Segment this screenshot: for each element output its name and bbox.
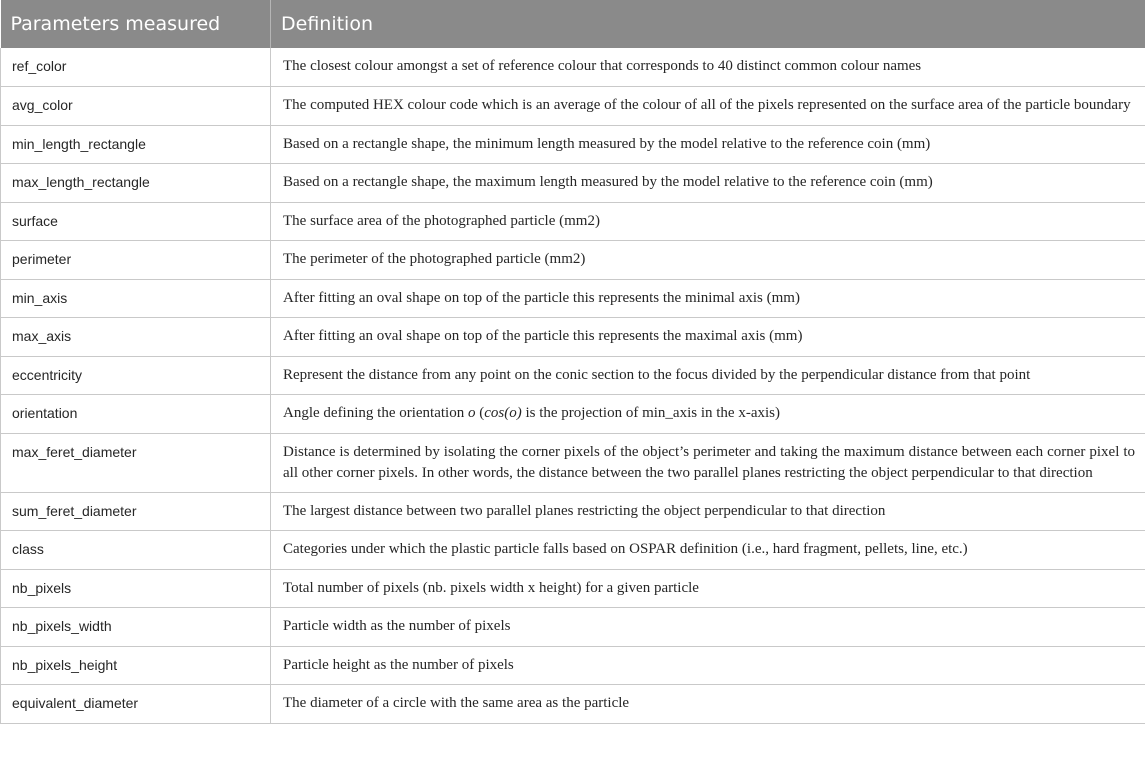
parameter-cell: max_length_rectangle [1,164,271,203]
definition-text: ( [475,405,485,421]
parameter-cell: nb_pixels_height [1,646,271,685]
header-row [1,0,1145,48]
definition-cell: Particle height as the number of pixels [271,646,1145,685]
parameter-cell: surface [1,202,271,241]
definition-cell: The perimeter of the photographed particle (mm2) [271,241,1145,280]
definition-cell: Based on a rectangle shape, the maximum length measured by the model relative to the reference coin (mm) [271,164,1145,203]
table-body [1,48,1145,723]
table-row [1,395,1145,434]
definition-cell: Particle width as the number of pixels [271,608,1145,647]
definition-cell: Distance is determined by isolating the corner pixels of the object’s perimeter and taking the maximum distance between each corner pixel to all other corner pixels. In other words, the distance between the two parallel planes restricting the object perpendicular to that direction [271,433,1145,492]
parameter-cell: nb_pixels_width [1,608,271,647]
definition-text: is the projection of min_axis in the x-axis) [521,405,780,421]
definition-cell [271,395,1145,434]
definition-cell: The closest colour amongst a set of reference colour that corresponds to 40 distinct common colour names [271,48,1145,87]
definition-cell: The largest distance between two parallel planes restricting the object perpendicular to that direction [271,492,1145,531]
table-row [1,125,1145,164]
definition-cell: Total number of pixels (nb. pixels width x height) for a given particle [271,569,1145,608]
parameter-cell: ref_color [1,48,271,87]
definition-cell: The surface area of the photographed particle (mm2) [271,202,1145,241]
definition-cell: After fitting an oval shape on top of the particle this represents the maximal axis (mm) [271,318,1145,357]
parameter-cell: avg_color [1,87,271,126]
table-row [1,685,1145,724]
parameter-cell: max_feret_diameter [1,433,271,492]
definition-cell: Represent the distance from any point on the conic section to the focus divided by the perpendicular distance from that point [271,356,1145,395]
parameter-cell: nb_pixels [1,569,271,608]
definition-text: Angle defining the orientation [283,405,468,421]
table-row [1,48,1145,87]
table-row [1,433,1145,492]
definition-italic-cos: cos(o) [484,405,522,421]
parameter-cell: orientation [1,395,271,434]
table-row [1,646,1145,685]
table-row [1,492,1145,531]
parameter-cell: perimeter [1,241,271,280]
table-row [1,87,1145,126]
parameter-cell: min_axis [1,279,271,318]
definition-cell: Based on a rectangle shape, the minimum length measured by the model relative to the reference coin (mm) [271,125,1145,164]
parameter-cell: eccentricity [1,356,271,395]
parameter-cell: max_axis [1,318,271,357]
parameter-cell: equivalent_diameter [1,685,271,724]
table-row [1,608,1145,647]
definition-italic-o: o [467,405,476,421]
table-row [1,356,1145,395]
header-parameters-measured: Parameters measured [1,0,271,48]
table-row [1,202,1145,241]
header-definition: Definition [271,0,1145,48]
parameter-cell: sum_feret_diameter [1,492,271,531]
table-row [1,164,1145,203]
definition-cell: Categories under which the plastic particle falls based on OSPAR definition (i.e., hard fragment, pellets, line, etc.) [271,531,1145,570]
table-row [1,569,1145,608]
definition-cell: After fitting an oval shape on top of the particle this represents the minimal axis (mm) [271,279,1145,318]
table-row [1,531,1145,570]
parameter-cell: class [1,531,271,570]
parameter-cell: min_length_rectangle [1,125,271,164]
definition-cell: The diameter of a circle with the same area as the particle [271,685,1145,724]
table-row [1,279,1145,318]
table-row [1,241,1145,280]
table-header [1,0,1145,48]
table-row [1,318,1145,357]
definition-cell: The computed HEX colour code which is an average of the colour of all of the pixels represented on the surface area of the particle boundary [271,87,1145,126]
